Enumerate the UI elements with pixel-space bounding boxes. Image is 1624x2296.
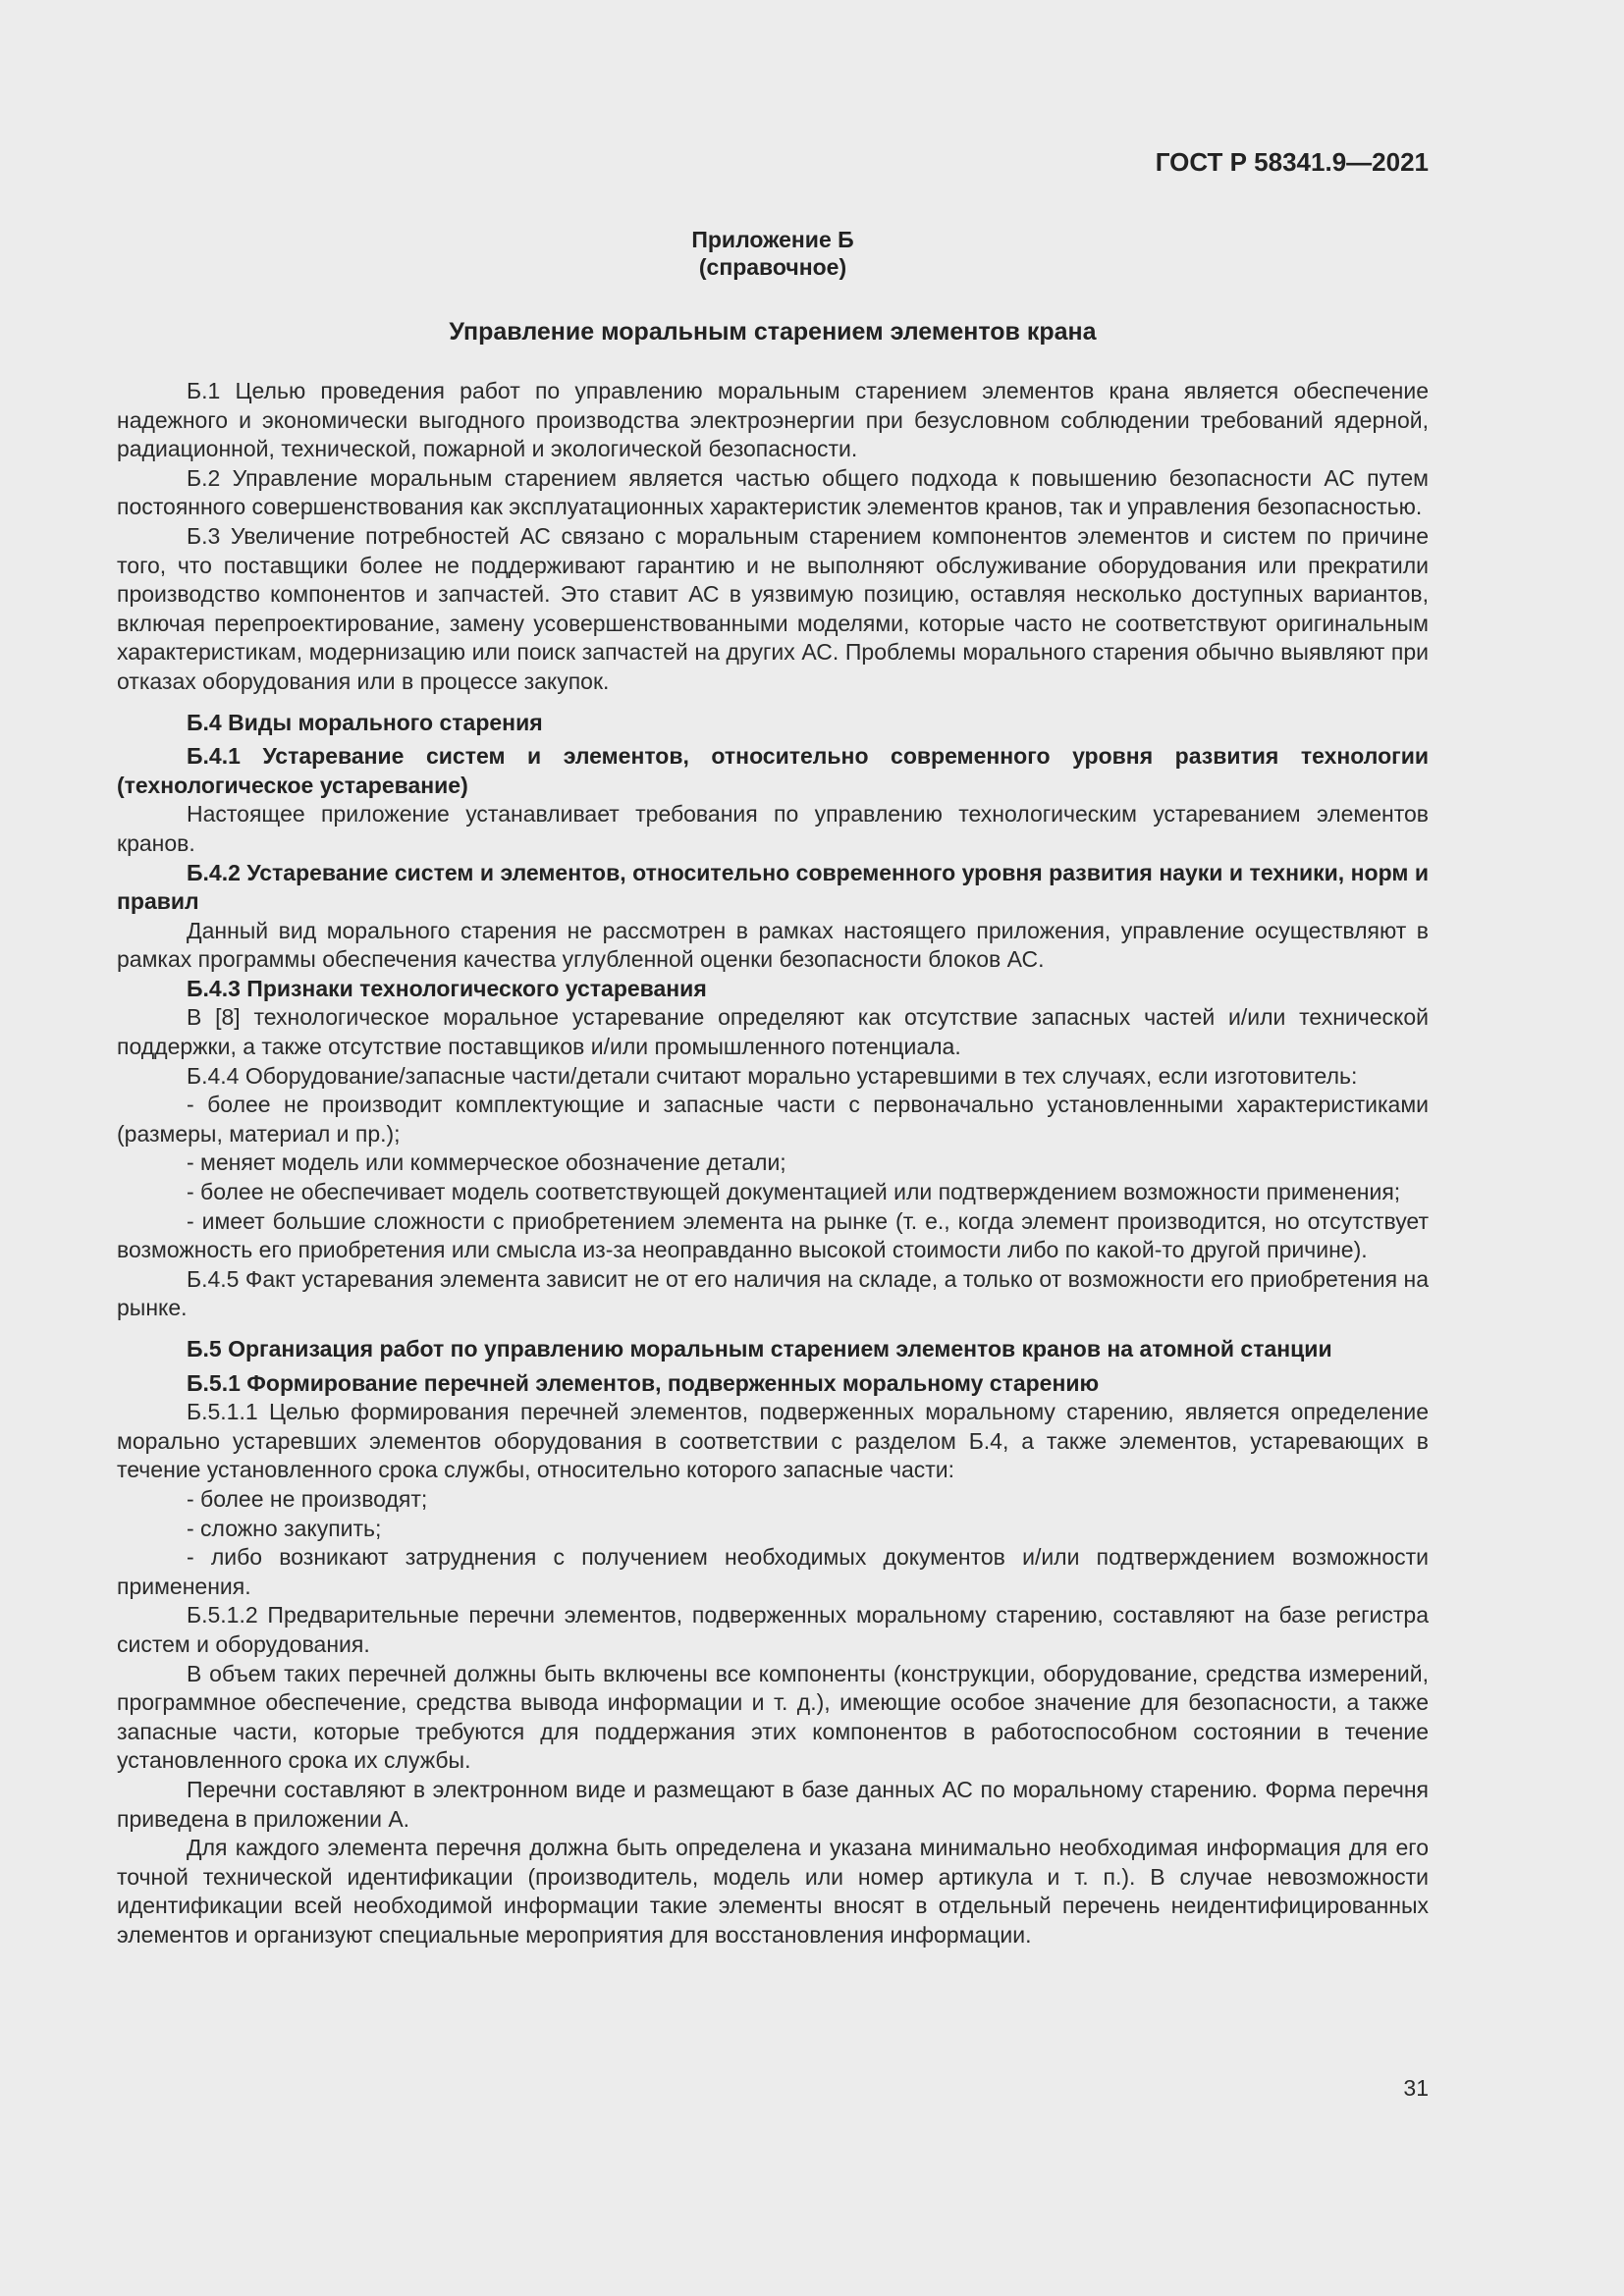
appendix-label: Приложение Б <box>691 227 854 252</box>
list-item: - более не производит комплектующие и запасные части с первоначально установленными характеристиками (размеры, материал и пр.); <box>117 1092 1429 1147</box>
paragraph: Данный вид морального старения не рассмотрен в рамках настоящего приложения, управление осуществляют в рамках программы обеспечения качества углубленной оценки безопасности блоков АС. <box>117 917 1429 973</box>
paragraph: В [8] технологическое моральное устаревание определяют как отсутствие запасных частей и/или технической поддержки, а также отсутствие поставщиков и/или промышленного потенциала. <box>117 1004 1429 1060</box>
list-item: - имеет большие сложности с приобретением элемента на рынке (т. е., когда элемент производится, но отсутствует возможность его приобретения или смысла из-за неоправданно высокой стоимости либо по какой-то другой причине). <box>117 1207 1429 1263</box>
paragraph: Б.5.1.2 Предварительные перечни элементов, подверженных моральному старению, составляют на базе регистра систем и оборудования. <box>117 1602 1429 1657</box>
paragraph: В объем таких перечней должны быть включены все компоненты (конструкции, оборудование, средства измерений, программное обеспечение, средства вывода информации и т. д.), имеющие особое значение для безопасности, а также запасные части, которые требуются для поддержания этих компонентов в работоспособном состоянии в течение установленного срока их службы. <box>117 1660 1429 1774</box>
subsection-heading: Б.4.1 Устаревание систем и элементов, относительно современного уровня развития технологии (технологическое устаревание) <box>117 743 1429 798</box>
paragraph: Б.5.1.1 Целью формирования перечней элементов, подверженных моральному старению, является определение морально устаревших элементов оборудования в соответствии с разделом Б.4, а также элементов, устаревающих в течение установленного срока службы, относительно которого запасные части: <box>117 1399 1429 1483</box>
list-item: - более не обеспечивает модель соответствующей документацией или подтверждением возможности применения; <box>187 1179 1401 1205</box>
standard-code: ГОСТ Р 58341.9—2021 <box>1155 147 1429 177</box>
list-item: - либо возникают затруднения с получением необходимых документов и/или подтверждением возможности применения. <box>117 1544 1429 1599</box>
paragraph: Перечни составляют в электронном виде и размещают в базе данных АС по моральному старению. Форма перечня приведена в приложении А. <box>117 1776 1429 1832</box>
list-item: - сложно закупить; <box>187 1515 382 1541</box>
paragraph: Б.3 Увеличение потребностей АС связано с моральным старением компонентов элементов и систем по причине того, что поставщики более не поддерживают гарантию и не выполняют обслуживание оборудования или прекратили производство компонентов и запчастей. Это ставит АС в уязвимую позицию, оставляя несколько доступных вариантов, включая перепроектирование, замену усовершенствованными моделями, которые часто не соответствуют оригинальным характеристикам, модернизацию или поиск запчастей на других АС. Проблемы морального старения обычно выявляют при отказах оборудования или в процессе закупок. <box>117 522 1429 694</box>
document-body <box>117 377 1429 1949</box>
list-item: - более не производят; <box>187 1485 428 1512</box>
appendix-heading <box>0 226 1545 281</box>
paragraph: Б.4.4 Оборудование/запасные части/детали считают морально устаревшими в тех случаях, если изготовитель: <box>187 1062 1358 1089</box>
subsection-heading: Б.5.1 Формирование перечней элементов, подверженных моральному старению <box>187 1369 1100 1396</box>
subsection-heading: Б.4.3 Признаки технологического устаревания <box>187 975 707 1001</box>
appendix-title: Управление моральным старением элементов крана <box>449 318 1097 346</box>
appendix-type: (справочное) <box>698 254 847 280</box>
paragraph: Б.2 Управление моральным старением является частью общего подхода к повышению безопасности АС путем постоянного совершенствования как эксплуатационных характеристик элементов кранов, так и управления безопасностью. <box>117 464 1429 520</box>
subsection-heading: Б.4.2 Устаревание систем и элементов, относительно современного уровня развития науки и техники, норм и правил <box>117 859 1429 915</box>
section-heading: Б.4 Виды морального старения <box>187 709 543 735</box>
paragraph: Б.1 Целью проведения работ по управлению моральным старением элементов крана является обеспечение надежного и экономически выгодного производства электроэнергии при безусловном соблюдении требований ядерной, радиационной, технической, пожарной и экологической безопасности. <box>117 378 1429 462</box>
paragraph: Б.4.5 Факт устаревания элемента зависит не от его наличия на складе, а только от возможности его приобретения на рынке. <box>117 1265 1429 1321</box>
page-number: 31 <box>1403 2075 1429 2101</box>
list-item: - меняет модель или коммерческое обозначение детали; <box>187 1149 786 1176</box>
paragraph: Настоящее приложение устанавливает требования по управлению технологическим устареванием элементов кранов. <box>117 801 1429 856</box>
section-heading: Б.5 Организация работ по управлению моральным старением элементов кранов на атомной станции <box>187 1336 1332 1362</box>
paragraph: Для каждого элемента перечня должна быть определена и указана минимально необходимая информация для его точной технической идентификации (производитель, модель или номер артикула и т. п.). В случае невозможности идентификации всей необходимой информации такие элементы вносят в отдельный перечень неидентифицированных элементов и организуют специальные мероприятия для восстановления информации. <box>117 1835 1429 1948</box>
